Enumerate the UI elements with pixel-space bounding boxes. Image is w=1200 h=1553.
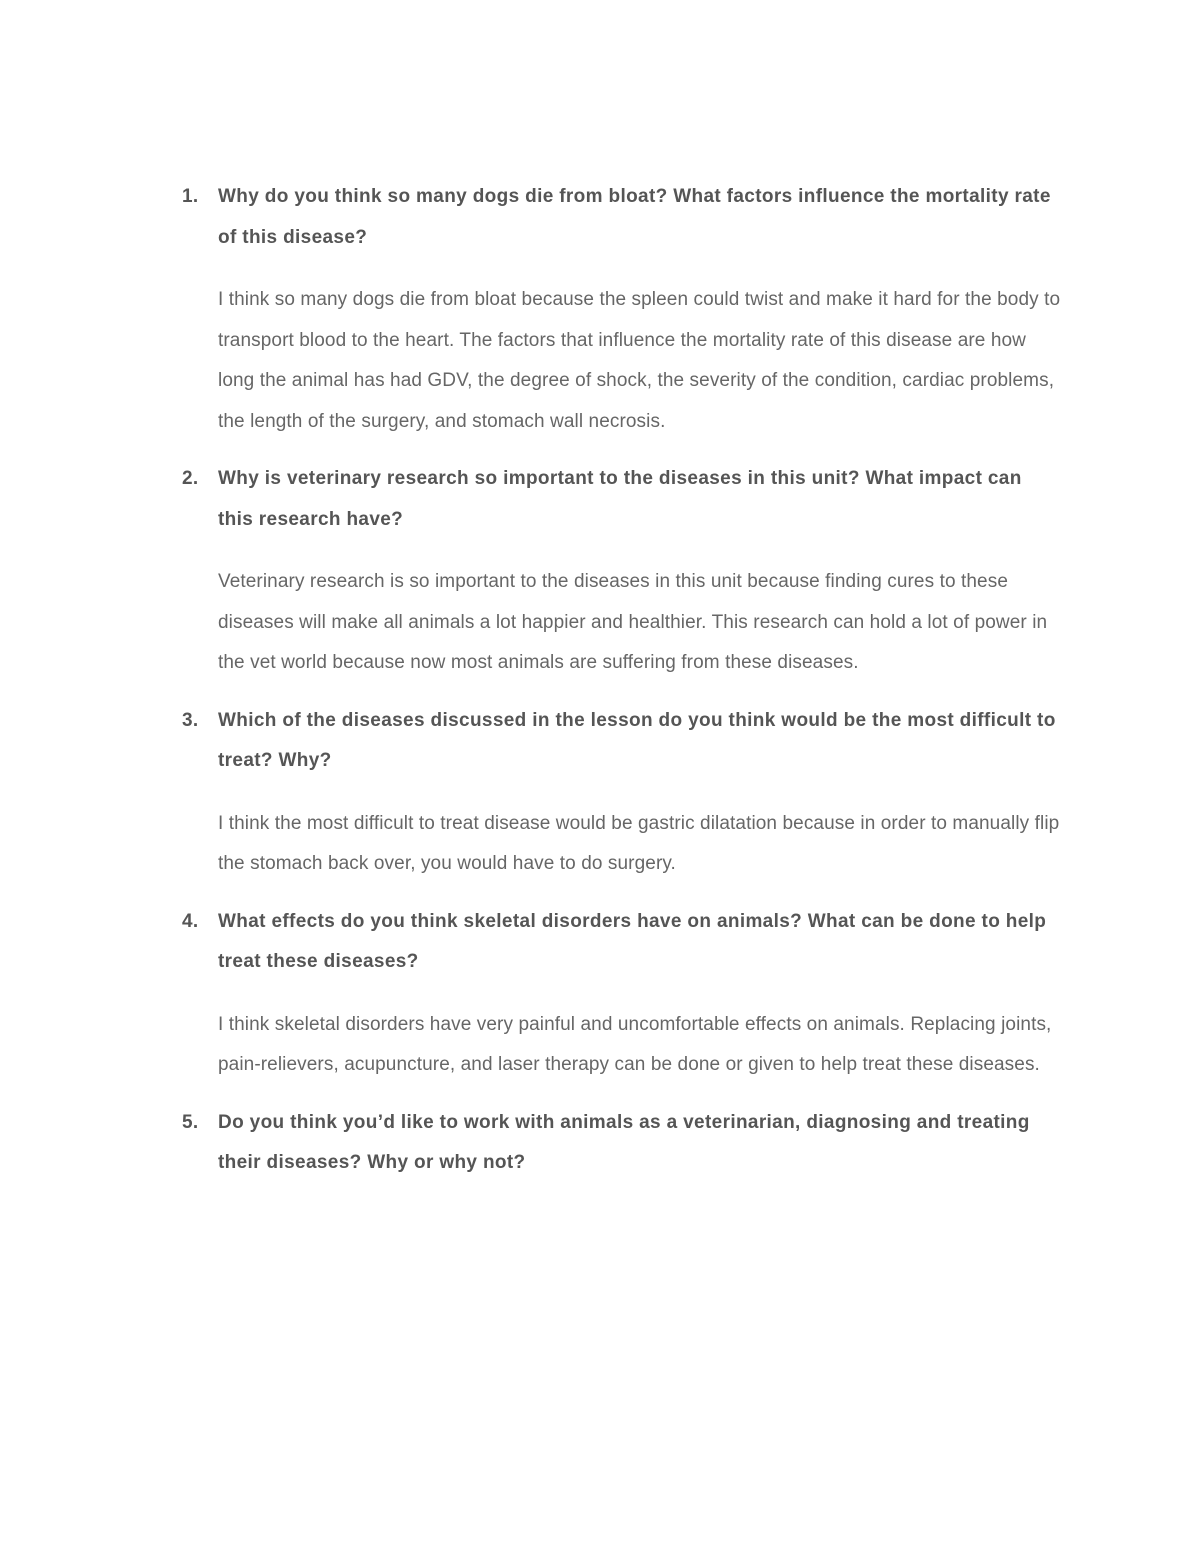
question-text: Which of the diseases discussed in the lesson do you think would be the most difficult to treat? Why? <box>218 709 1056 771</box>
question-number: 4. <box>182 910 199 932</box>
question-text: Why do you think so many dogs die from bloat? What factors influence the mortality rate of this disease? <box>218 186 1051 248</box>
question-text: Why is veterinary research so important to the diseases in this unit? What impact can this research have? <box>218 468 1022 530</box>
question-number: 5. <box>182 1111 199 1133</box>
question-2 <box>182 459 1062 540</box>
question-5 <box>182 1103 1062 1184</box>
answer-3: I think the most difficult to treat disease would be gastric dilatation because in order to manually flip the stomach back over, you would have to do surgery. <box>218 812 1060 874</box>
question-number: 3. <box>182 709 199 731</box>
qa-item-2 <box>182 459 1062 684</box>
qa-item-1 <box>182 177 1062 442</box>
qa-item-5 <box>182 1103 1062 1184</box>
qa-item-3 <box>182 701 1062 885</box>
qa-item-4 <box>182 902 1062 1086</box>
answer-1: I think so many dogs die from bloat because the spleen could twist and make it hard for the body to transport blood to the heart. The factors that influence the mortality rate of this disease are how long the animal has had GDV, the degree of shock, the severity of the condition, cardiac problems, the length of the surgery, and stomach wall necrosis. <box>218 289 1061 432</box>
question-text: Do you think you’d like to work with animals as a veterinarian, diagnosing and treating their diseases? Why or why not? <box>218 1111 1030 1173</box>
question-1 <box>182 177 1062 258</box>
question-text: What effects do you think skeletal disorders have on animals? What can be done to help treat these diseases? <box>218 910 1047 972</box>
question-3 <box>182 701 1062 782</box>
question-number: 2. <box>182 468 199 489</box>
answer-4: I think skeletal disorders have very painful and uncomfortable effects on animals. Replacing joints, pain-relievers, acupuncture, and laser therapy can be done or given to help treat these diseases. <box>218 1013 1052 1075</box>
question-number: 1. <box>182 186 199 207</box>
question-4 <box>182 902 1062 983</box>
answer-2: Veterinary research is so important to the diseases in this unit because finding cures to these diseases will make all animals a lot happier and healthier. This research can hold a lot of power in the vet world because now most animals are suffering from these diseases. <box>218 571 1048 673</box>
question-list <box>182 177 1062 1201</box>
